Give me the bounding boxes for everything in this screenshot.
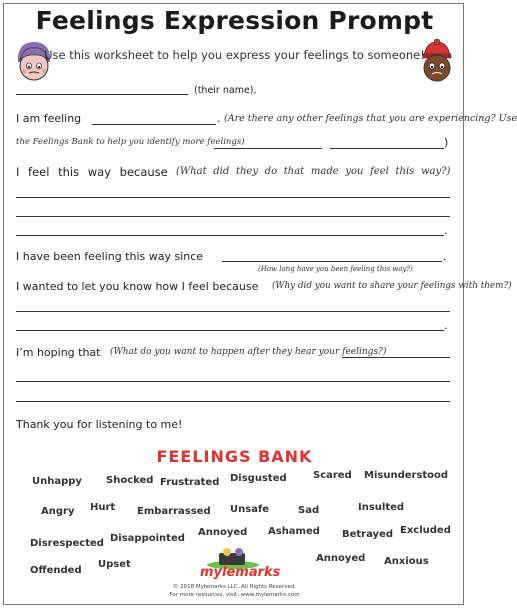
bank-word: Disgusted [230, 473, 287, 484]
bank-word: Anxious [384, 556, 429, 567]
because-line-2[interactable] [16, 216, 450, 217]
hoping-line-2[interactable] [16, 401, 450, 402]
bank-word: Unhappy [32, 476, 82, 487]
page-title: Feelings Expression Prompt [35, 6, 434, 35]
name-line[interactable] [16, 94, 188, 95]
why-share-hint: (Why did you want to share your feelings with them?) [272, 281, 512, 291]
feeling-hint-line1: (Are there any other feelings that you are experiencing? Use [224, 113, 517, 124]
bank-word: Excluded [400, 525, 451, 536]
bank-word: Insulted [358, 502, 405, 513]
hoping-inline-line[interactable] [342, 357, 450, 358]
since-period: . [443, 250, 447, 263]
mylemarks-logo-icon [203, 547, 263, 567]
feeling-close-paren: ) [444, 136, 449, 149]
bank-word: Misunderstood [364, 470, 449, 481]
wanted-line-1[interactable] [16, 311, 450, 312]
bank-word: Offended [30, 565, 82, 576]
bank-word: Annoyed [198, 527, 248, 538]
bank-word: Shocked [106, 475, 154, 486]
i-am-feeling-label: I am feeling [16, 112, 82, 125]
feel-because-label: I feel this way because [16, 165, 168, 179]
how-long-hint: (How long have you been feeling this way?) [258, 265, 413, 273]
feeling-line[interactable] [92, 124, 216, 125]
bank-word: Unsafe [230, 504, 270, 515]
because-line-1[interactable] [16, 197, 450, 198]
bank-word: Disappointed [110, 533, 185, 544]
their-name-label: (their name), [194, 85, 257, 96]
im-hoping-label: I’m hoping that [16, 346, 101, 359]
because-line-3[interactable] [16, 235, 444, 236]
bank-word: Scared [313, 470, 352, 481]
copyright-text: © 2018 Mylemarks LLC. All Rights Reserved. [172, 584, 297, 590]
feelings-bank-title: FEELINGS BANK [156, 447, 313, 466]
other-feeling-line-2[interactable] [330, 148, 444, 149]
bank-word: Disrespected [30, 538, 104, 549]
since-line[interactable] [222, 261, 442, 262]
bank-word: Frustrated [160, 477, 220, 488]
resources-text: For more resources, visit: www.mylemarks.com [169, 592, 300, 598]
bank-word: Hurt [90, 502, 116, 513]
other-feeling-line-1[interactable] [214, 148, 322, 149]
hoping-hint: (What do you want to happen after they hear your feelings?) [110, 347, 387, 357]
bank-word: Upset [98, 559, 131, 570]
mylemarks-logo-text: mylemarks [200, 565, 281, 580]
wanted-line-2[interactable] [16, 330, 444, 331]
hoping-line-1[interactable] [16, 381, 450, 382]
wanted-period: . [444, 319, 448, 332]
feel-because-hint: (What did they do that made you feel this way?) [176, 166, 451, 177]
page-subtitle: Use this worksheet to help you express your feelings to someone! [44, 48, 425, 62]
bank-word: Betrayed [342, 529, 394, 540]
thank-you-text: Thank you for listening to me! [16, 418, 183, 431]
feeling-period: . [217, 112, 221, 125]
bank-word: Ashamed [268, 526, 320, 537]
bank-word: Embarrassed [137, 506, 211, 517]
bank-word: Sad [298, 505, 320, 516]
bank-word: Angry [41, 506, 75, 517]
feeling-hint-line2: the Feelings Bank to help you identify more feelings) [16, 137, 245, 147]
purple-character-icon [14, 40, 54, 84]
bank-word: Annoyed [316, 553, 366, 564]
wanted-to-let-label: I wanted to let you know how I feel because [16, 280, 259, 293]
because-period: . [444, 224, 448, 237]
been-feeling-label: I have been feeling this way since [16, 250, 204, 263]
